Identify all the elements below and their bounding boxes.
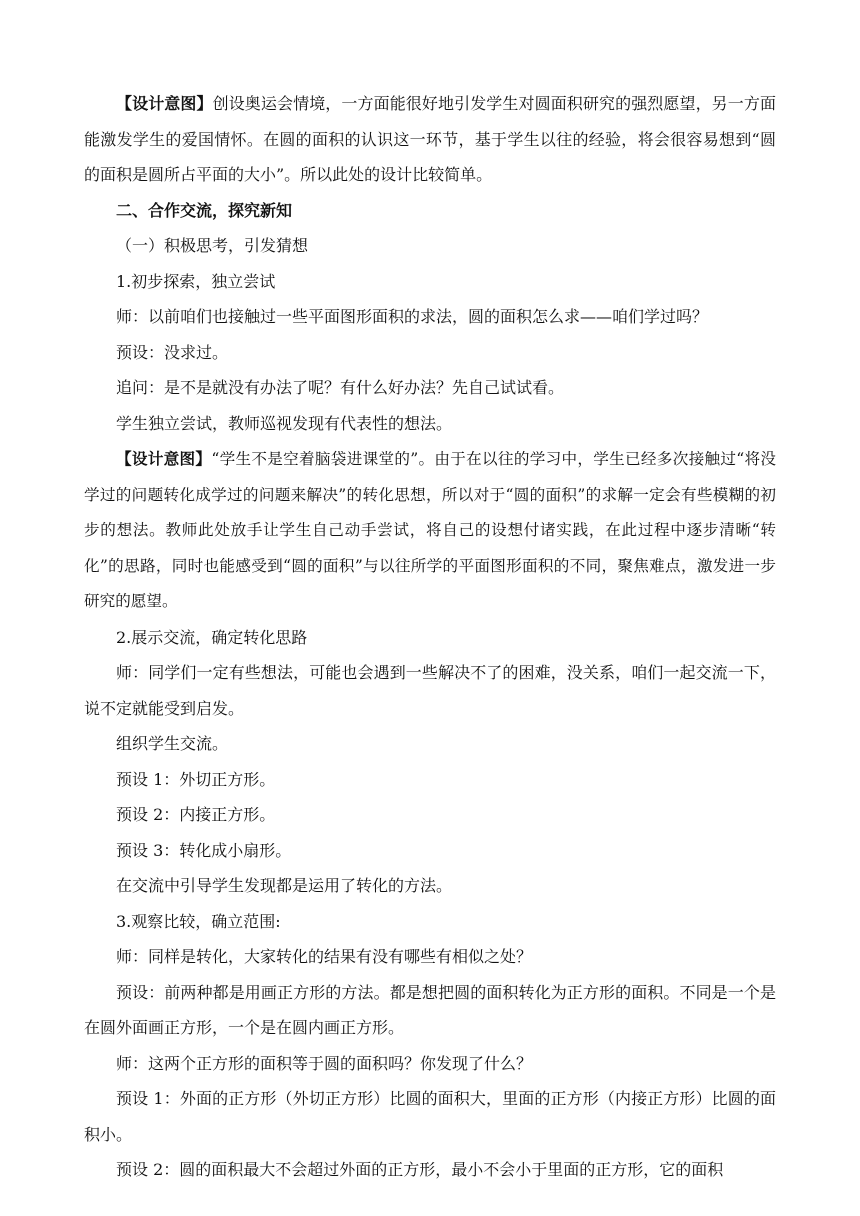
section-heading: 二、合作交流，探究新知: [116, 200, 293, 220]
paragraph: 追问：是不是就没有办法了呢？有什么好办法？先自己试试看。: [116, 378, 565, 397]
paragraph: 预设：前两种都是用画正方形的方法。都是想把圆的面积转化为正方形的面积。不同是一个是在圆外面画正方形，一个是在圆内画正方形。: [84, 982, 776, 1037]
step-heading-1: 1.初步探索，独立尝试: [116, 271, 276, 291]
paragraph: 师：同样是转化，大家转化的结果有没有哪些有相似之处？: [116, 947, 533, 966]
step-heading-2: 2.展示交流，确定转化思路: [116, 627, 308, 647]
paragraph: 预设：没求过。: [116, 342, 229, 362]
step-heading-3: 3.观察比较，确立范围:: [116, 911, 281, 931]
paragraph: 在交流中引导学生发现都是运用了转化的方法。: [116, 876, 453, 895]
paragraph: 师：这两个正方形的面积等于圆的面积吗？你发现了什么？: [116, 1053, 533, 1073]
paragraph: 预设 2：内接正方形。: [116, 805, 276, 824]
paragraph: 预设 1：外面的正方形（外切正方形）比圆的面积大，里面的正方形（内接正方形）比圆的面积小。: [84, 1089, 776, 1144]
design-intent-label: 【设计意图】: [116, 94, 213, 113]
design-intent-label: 【设计意图】: [116, 449, 212, 468]
paragraph: 预设 3：转化成小扇形。: [116, 840, 292, 860]
document-page: [84, 86, 776, 1188]
paragraph: 预设 2：圆的面积最大不会超过外面的正方形，最小不会小于里面的正方形，它的面积: [116, 1160, 724, 1179]
design-intent-paragraph-1: 【设计意图】创设奥运会情境，一方面能很好地引发学生对圆面积研究的强烈愿望，另一方面能激发学生的爱国情怀。在圆的面积的认识这一环节，基于学生以往的经验，将会很容易想到“圆的面积是圆所占平面的大小”。所以此处的设计比较简单。: [84, 94, 776, 184]
subsection-heading: （一）积极思考，引发猜想: [116, 236, 309, 255]
paragraph: 预设 1：外切正方形。: [116, 769, 276, 789]
paragraph: 学生独立尝试，教师巡视发现有代表性的想法。: [116, 413, 453, 433]
paragraph: 组织学生交流。: [116, 734, 229, 753]
paragraph: 师：同学们一定有些想法，可能也会遇到一些解决不了的困难，没关系，咱们一起交流一下，说不定就能受到启发。: [84, 663, 776, 718]
design-intent-paragraph-2: 【设计意图】“学生不是空着脑袋进课堂的”。由于在以往的学习中，学生已经多次接触过“将没学过的问题转化成学过的问题来解决”的转化思想，所以对于“圆的面积”的求解一定会有些模糊的初步的想法。教师此处放手让学生自己动手尝试，将自己的设想付诸实践，在此过程中逐步清晰“转化”的思路，同时也能感受到“圆的面积”与以往所学的平面图形面积的不同，聚焦难点，激发进一步研究的愿望。: [84, 449, 776, 610]
paragraph: 师：以前咱们也接触过一些平面图形面积的求法，圆的面积怎么求——咱们学过吗？: [116, 307, 709, 326]
